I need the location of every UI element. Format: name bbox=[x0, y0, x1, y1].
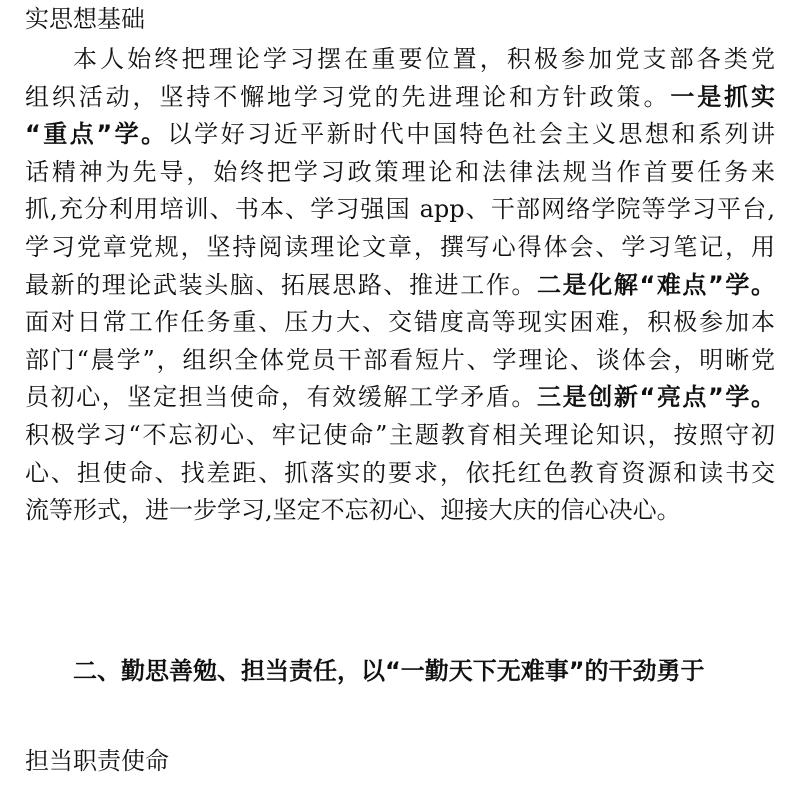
heading-continued: 实思想基础 bbox=[25, 5, 145, 33]
paragraph-line bbox=[25, 307, 775, 337]
bold-emphasis-text: 三是创新“亮点”学。 bbox=[537, 383, 776, 412]
paragraph-line bbox=[25, 382, 775, 412]
paragraph-text: 最新的理论武装头脑、拓展思路、推进工作。 bbox=[25, 270, 538, 299]
paragraph-line bbox=[25, 420, 775, 450]
bold-emphasis-text: 一是抓实 bbox=[670, 82, 776, 111]
paragraph-text: 组织活动，坚持不懈地学习党的先进理论和方针政策。 bbox=[25, 82, 671, 111]
section-title-continued: 担当职责使命 bbox=[25, 747, 169, 775]
paragraph-text: 积极学习“不忘初心、牢记使命”主题教育相关理论知识，按照守初 bbox=[25, 421, 775, 449]
paragraph-text: 员初心，坚定担当使命，有效缓解工学矛盾。 bbox=[25, 383, 538, 412]
paragraph-line bbox=[25, 82, 775, 112]
paragraph-text: 以学好习近平新时代中国特色社会主义思想和系列讲 bbox=[167, 120, 776, 149]
paragraph-text: 学习党章党规，坚持阅读理论文章，撰写心得体会、学习笔记，用 bbox=[25, 233, 775, 261]
section-title: 二、勤思善勉、担当责任，以“一勤天下无难事”的干劲勇于 bbox=[73, 657, 705, 685]
paragraph-text: 抓,充分利用培训、书本、学习强国 app、干部网络学院等学习平台, bbox=[25, 195, 775, 224]
paragraph-text: 话精神为先导，始终把学习政策理论和法律法规当作首要任务来 bbox=[25, 157, 775, 186]
paragraph-text: 部门“晨学”，组织全体党员干部看短片、学理论、谈体会，明晰党 bbox=[25, 345, 775, 374]
paragraph-line bbox=[25, 119, 775, 149]
paragraph-line bbox=[25, 157, 775, 187]
paragraph-text: 面对日常工作任务重、压力大、交错度高等现实困难，积极参加本 bbox=[25, 308, 775, 337]
paragraph-text: 流等形式，进一步学习,坚定不忘初心、迎接大庆的信心决心。 bbox=[25, 496, 681, 525]
paragraph-line bbox=[25, 232, 775, 262]
paragraph-text: 心、担使命、找差距、抓落实的要求，依托红色教育资源和读书交 bbox=[25, 458, 775, 487]
paragraph-text: 本人始终把理论学习摆在重要位置，积极参加党支部各类党 bbox=[73, 45, 775, 73]
bold-emphasis-text: 二是化解“难点”学。 bbox=[537, 270, 776, 299]
paragraph-line bbox=[25, 44, 775, 74]
paragraph-line bbox=[25, 458, 775, 488]
paragraph-line bbox=[25, 495, 775, 525]
paragraph-line bbox=[25, 345, 775, 375]
paragraph-line bbox=[25, 270, 775, 300]
paragraph-line bbox=[25, 194, 775, 224]
bold-emphasis-text: “重点”学。 bbox=[25, 120, 168, 149]
